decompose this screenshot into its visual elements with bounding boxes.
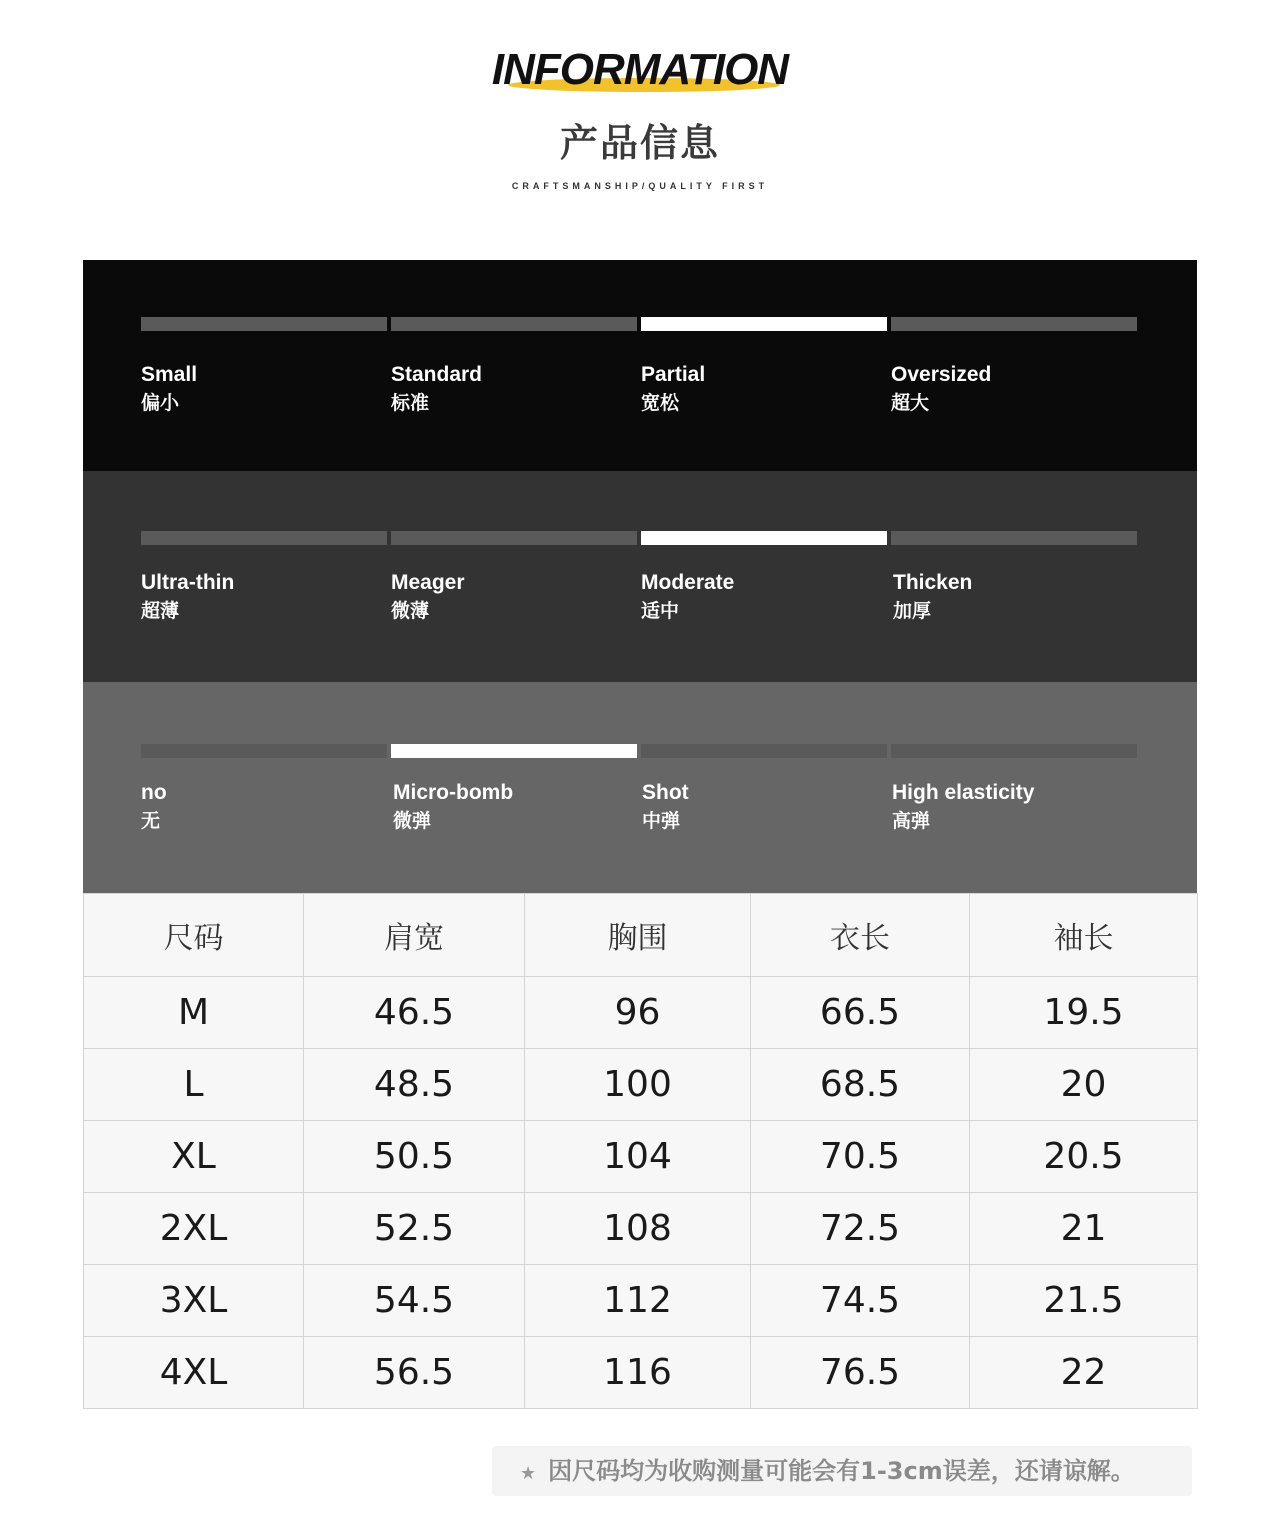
fit-scale bbox=[141, 317, 1139, 331]
table-cell: 66.5 bbox=[751, 977, 970, 1049]
table-cell: 100 bbox=[525, 1049, 751, 1121]
header-sleeve: 袖长 bbox=[970, 894, 1198, 977]
fit-bar-small bbox=[141, 317, 387, 331]
option-label-en: Thicken bbox=[893, 571, 973, 594]
table-cell: 112 bbox=[525, 1265, 751, 1337]
option-label-zh: 适中 bbox=[641, 600, 680, 622]
table-cell: 20.5 bbox=[970, 1121, 1198, 1193]
table-header-row bbox=[84, 894, 1198, 977]
table-cell: 22 bbox=[970, 1337, 1198, 1409]
table-cell: 96 bbox=[525, 977, 751, 1049]
option-label-en: Standard bbox=[391, 363, 483, 386]
elasticity-option-medium bbox=[642, 779, 689, 835]
thickness-option-thicken bbox=[893, 569, 972, 625]
option-label-zh: 微薄 bbox=[391, 600, 430, 622]
fit-panel bbox=[83, 260, 1197, 471]
thickness-bar-meager bbox=[391, 531, 637, 545]
thickness-panel bbox=[83, 471, 1197, 682]
fit-option-small bbox=[141, 361, 197, 417]
thickness-option-ultra-thin bbox=[141, 569, 234, 625]
table-cell: 21 bbox=[970, 1193, 1198, 1265]
table-cell: 2XL bbox=[84, 1193, 304, 1265]
table-row bbox=[84, 1121, 1198, 1193]
thickness-bar-ultra-thin bbox=[141, 531, 387, 545]
option-label-zh: 中弹 bbox=[642, 810, 681, 832]
thickness-option-meager bbox=[391, 569, 465, 625]
option-label-zh: 偏小 bbox=[141, 392, 180, 414]
table-cell: 56.5 bbox=[304, 1337, 525, 1409]
table-cell: L bbox=[84, 1049, 304, 1121]
table-cell: 4XL bbox=[84, 1337, 304, 1409]
table-row bbox=[84, 977, 1198, 1049]
tagline: CRAFTSMANSHIP/QUALITY FIRST bbox=[511, 181, 769, 191]
table-row bbox=[84, 1193, 1198, 1265]
table-row bbox=[84, 1049, 1198, 1121]
header-size: 尺码 bbox=[84, 894, 304, 977]
table-cell: 116 bbox=[525, 1337, 751, 1409]
size-table bbox=[83, 893, 1198, 1409]
fit-bar-standard bbox=[391, 317, 637, 331]
table-row bbox=[84, 1265, 1198, 1337]
table-cell: 54.5 bbox=[304, 1265, 525, 1337]
option-label-zh: 标准 bbox=[391, 392, 430, 414]
table-cell: 19.5 bbox=[970, 977, 1198, 1049]
fit-option-oversized bbox=[891, 361, 991, 417]
table-cell: 108 bbox=[525, 1193, 751, 1265]
option-label-zh: 超大 bbox=[891, 392, 930, 414]
page-subtitle: 产品信息 bbox=[559, 121, 720, 165]
elasticity-bar-none bbox=[141, 744, 387, 758]
table-cell: 46.5 bbox=[304, 977, 525, 1049]
page-header bbox=[0, 0, 1280, 230]
table-cell: 3XL bbox=[84, 1265, 304, 1337]
option-label-en: no bbox=[141, 781, 167, 804]
elasticity-option-none bbox=[141, 779, 167, 835]
option-label-en: Meager bbox=[391, 571, 465, 594]
option-label-en: Small bbox=[141, 363, 198, 386]
table-cell: 21.5 bbox=[970, 1265, 1198, 1337]
header-chest: 胸围 bbox=[525, 894, 751, 977]
option-label-en: Ultra-thin bbox=[141, 571, 235, 594]
table-cell: 50.5 bbox=[304, 1121, 525, 1193]
option-label-zh: 微弹 bbox=[393, 810, 432, 832]
footnote-text: 因尺码均为收购测量可能会有1-3cm误差，还请谅解。 bbox=[548, 1457, 1135, 1485]
table-cell: 20 bbox=[970, 1049, 1198, 1121]
fit-option-standard bbox=[391, 361, 482, 417]
table-cell: 48.5 bbox=[304, 1049, 525, 1121]
header-length: 衣长 bbox=[751, 894, 970, 977]
elasticity-bar-medium bbox=[641, 744, 887, 758]
elasticity-scale bbox=[141, 744, 1139, 758]
elasticity-bar-high bbox=[891, 744, 1137, 758]
option-label-zh: 加厚 bbox=[893, 600, 932, 622]
table-cell: 70.5 bbox=[751, 1121, 970, 1193]
table-cell: XL bbox=[84, 1121, 304, 1193]
elasticity-panel bbox=[83, 682, 1197, 893]
option-label-en: Oversized bbox=[891, 363, 992, 386]
star-icon: ★ bbox=[520, 1463, 537, 1484]
option-label-zh: 无 bbox=[141, 810, 161, 832]
elasticity-option-micro bbox=[393, 779, 513, 835]
table-cell: 76.5 bbox=[751, 1337, 970, 1409]
measurement-footnote bbox=[492, 1446, 1192, 1496]
thickness-scale bbox=[141, 531, 1139, 545]
table-cell: 104 bbox=[525, 1121, 751, 1193]
table-cell: 74.5 bbox=[751, 1265, 970, 1337]
fit-option-partial bbox=[641, 361, 705, 417]
fit-bar-partial bbox=[641, 317, 887, 331]
table-row bbox=[84, 1337, 1198, 1409]
thickness-bar-moderate bbox=[641, 531, 887, 545]
option-label-zh: 宽松 bbox=[641, 392, 680, 414]
table-cell: 72.5 bbox=[751, 1193, 970, 1265]
header-shoulder: 肩宽 bbox=[304, 894, 525, 977]
fit-bar-oversized bbox=[891, 317, 1137, 331]
option-label-en: High elasticity bbox=[892, 781, 1035, 804]
elasticity-option-high bbox=[892, 779, 1034, 835]
thickness-bar-thicken bbox=[891, 531, 1137, 545]
option-label-en: Moderate bbox=[641, 571, 735, 594]
page-title: INFORMATION bbox=[491, 45, 789, 94]
option-label-zh: 高弹 bbox=[892, 810, 931, 832]
table-cell: M bbox=[84, 977, 304, 1049]
table-cell: 52.5 bbox=[304, 1193, 525, 1265]
option-label-zh: 超薄 bbox=[141, 600, 180, 622]
option-label-en: Shot bbox=[642, 781, 689, 804]
thickness-option-moderate bbox=[641, 569, 734, 625]
option-label-en: Micro-bomb bbox=[393, 781, 514, 804]
elasticity-bar-micro bbox=[391, 744, 637, 758]
table-cell: 68.5 bbox=[751, 1049, 970, 1121]
option-label-en: Partial bbox=[641, 363, 706, 386]
